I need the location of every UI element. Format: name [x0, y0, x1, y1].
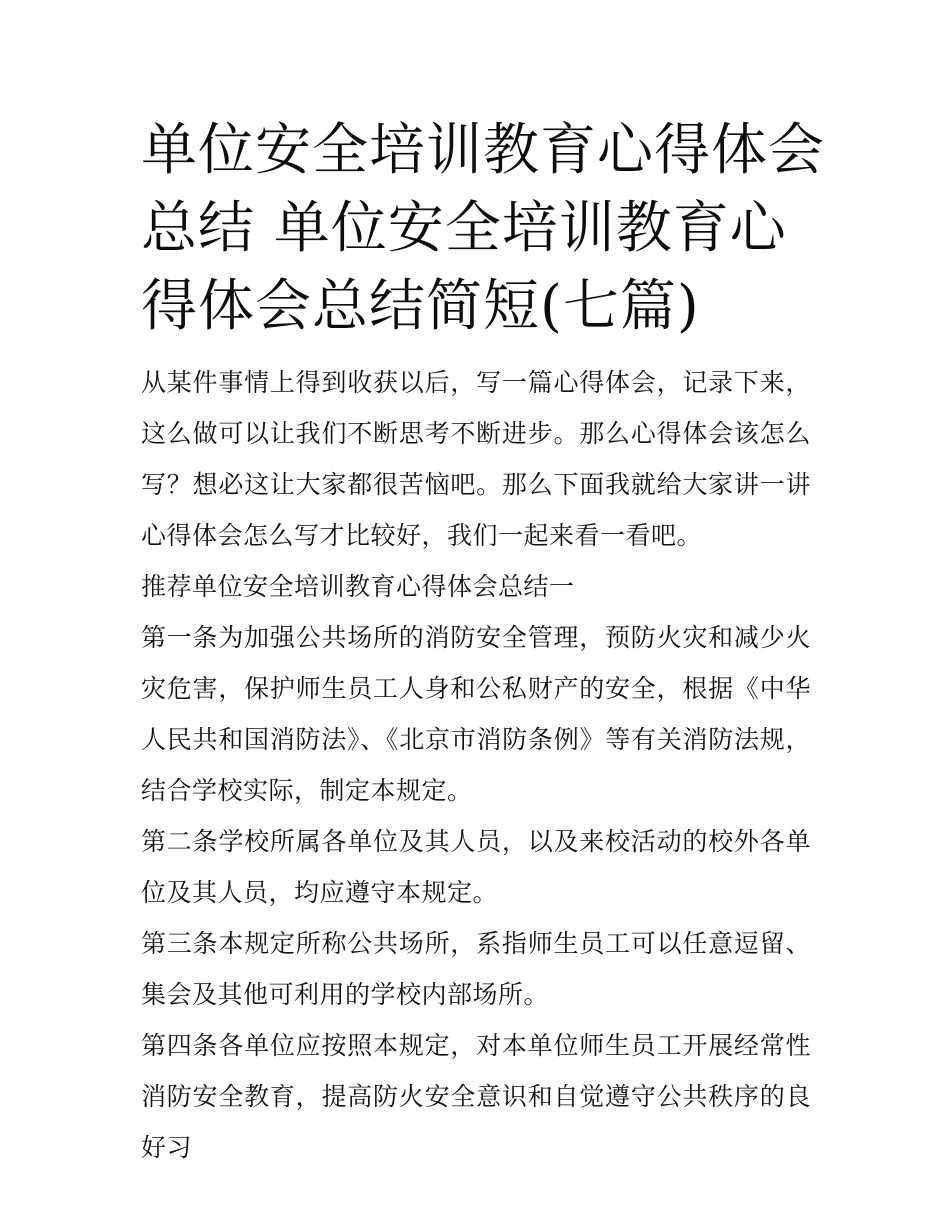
- document-title: 单位安全培训教育心得体会总结 单位安全培训教育心得体会总结简短(七篇): [141, 118, 825, 339]
- article-3-paragraph: 第三条本规定所称公共场所，系指师生员工可以任意逗留、集会及其他可利用的学校内部场所。: [141, 929, 811, 1009]
- article-4-paragraph: 第四条各单位应按照本规定，对本单位师生员工开展经常性消防安全教育，提高防火安全意识和自觉遵守公共秩序的良好习: [141, 1031, 811, 1162]
- intro-paragraph: 从某件事情上得到收获以后，写一篇心得体会，记录下来，这么做可以让我们不断思考不断进步。那么心得体会该怎么写？想必这让大家都很苦恼吧。那么下面我就给大家讲一讲心得体会怎么写才比较好，我们一起来看一看吧。: [141, 368, 811, 550]
- section-heading: 推荐单位安全培训教育心得体会总结一: [141, 572, 575, 601]
- article-2-paragraph: 第二条学校所属各单位及其人员，以及来校活动的校外各单位及其人员，均应遵守本规定。: [141, 827, 811, 907]
- document-body: [141, 357, 811, 1173]
- article-1-paragraph: 第一条为加强公共场所的消防安全管理，预防火灾和减少火灾危害，保护师生员工人身和公私财产的安全，根据《中华人民共和国消防法》、《北京市消防条例》等有关消防法规，结合学校实际，制定本规定。: [141, 623, 811, 805]
